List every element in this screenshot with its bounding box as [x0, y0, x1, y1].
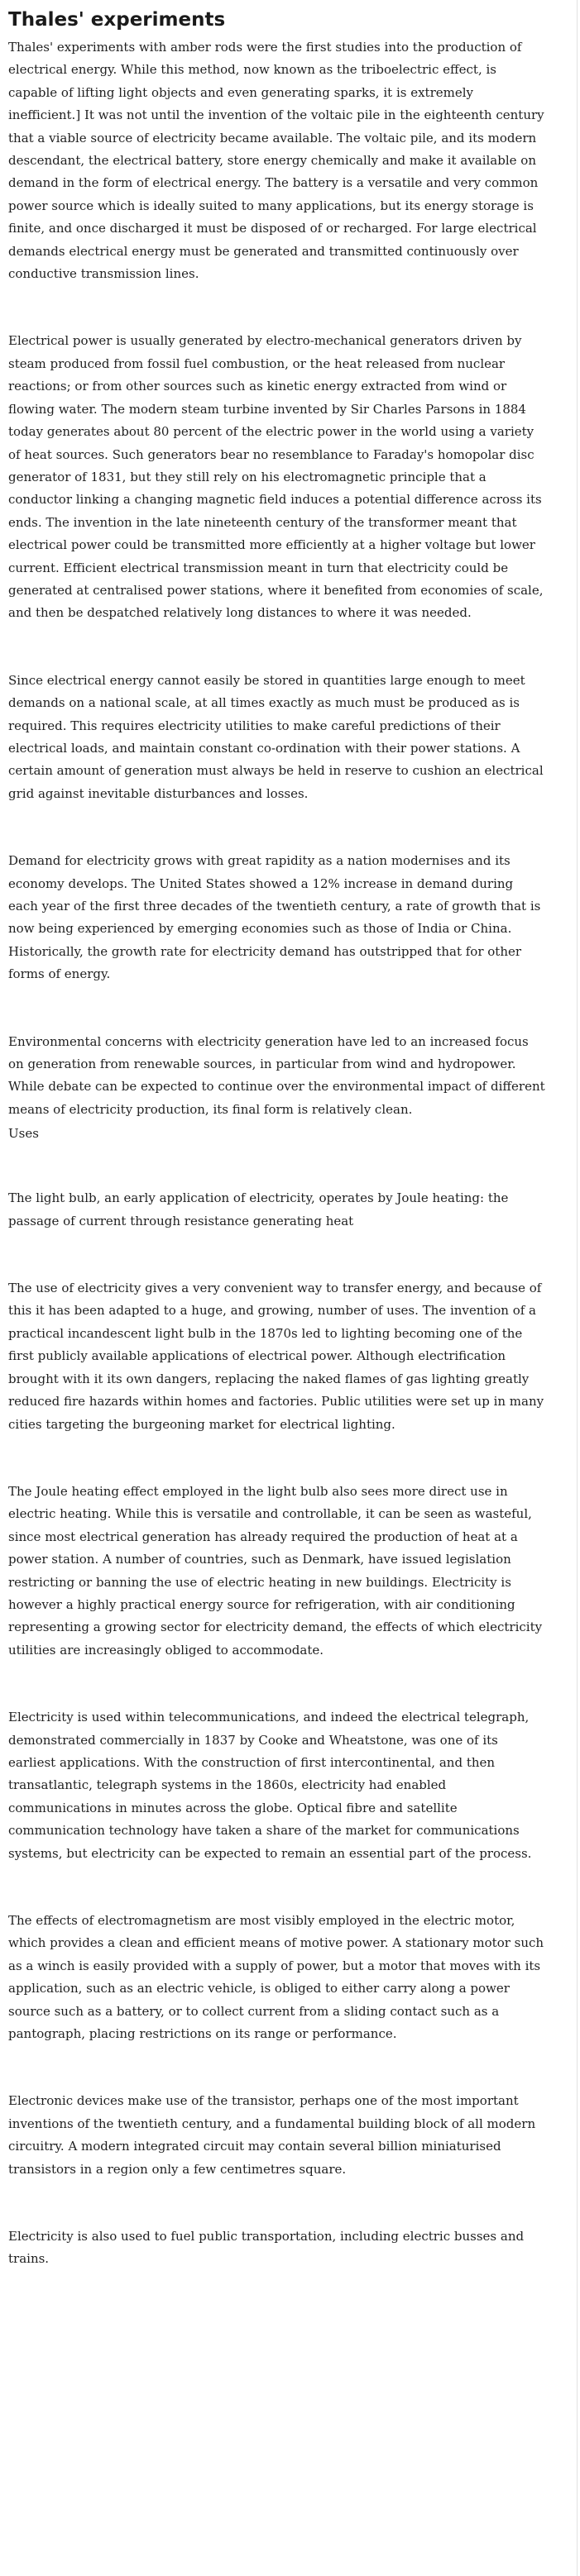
section-label: Uses [8, 1126, 39, 1142]
paragraph: Since electrical energy cannot easily be stored in quantities large enough to meet demands on a national scale, at all times exactly as much must be produced as is required. This requires electricity utilities to make careful predictions of their electrical loads, and maintain constant co-ordination with their power stations. A certain amount of generation must always be held in reserve to cushion an electrical grid against inevitable disturbances and losses. [8, 672, 544, 801]
page-title: Thales' experiments [8, 9, 226, 31]
paragraph: The Joule heating effect employed in the light bulb also sees more direct use in electric heating. While this is versatile and controllable, it can be seen as wasteful, since most electrical generation has already required the production of heat at a power station. A number of countries, such as Denmark, have issued legislation restricting or banning the use of electric heating in new buildings. Electricity is however a highly practical energy source for refrigeration, with air conditioning representing a growing sector for electricity demand, the effects of which electricity utilities are increasingly obliged to accommodate. [8, 1483, 543, 1658]
paragraph: Electricity is used within telecommunications, and indeed the electrical telegraph, demonstrated commercially in 1837 by Cooke and Wheatstone, was one of its earliest applications. With the construction of first intercontinental, and then transatlantic, telegraph systems in the 1860s, electricity had enabled communications in minutes across the globe. Optical fibre and satellite communication technology have taken a share of the market for communications systems, but electricity can be expected to remain an essential part of the process. [8, 1710, 532, 1861]
paragraph: Thales' experiments with amber rods were the first studies into the production of electrical energy. While this method, now known as the triboelectric effect, is capable of lifting light objects and even generating sparks, it is extremely inefficient.] It was not until the invention of the voltaic pile in the eighteenth century that a viable source of electricity became available. The voltaic pile, and its modern descendant, the electrical battery, store energy chemically and make it available on demand in the form of electrical energy. The battery is a versatile and very common power source which is ideally suited to many applications, but its energy storage is finite, and once discharged it must be disposed of or recharged. For large electrical demands electrical energy must be generated and transmitted continuously over conductive transmission lines. [8, 40, 544, 282]
paragraph: Electricity is also used to fuel public transportation, including electric busses and trains. [8, 2229, 525, 2267]
scrollbar-edge [577, 0, 578, 2576]
paragraph: Electrical power is usually generated by electro-mechanical generators driven by steam produced from fossil fuel combustion, or the heat released from nuclear reactions; or from other sources such as kinetic energy extracted from wind or flowing water. The modern steam turbine invented by Sir Charles Parsons in 1884 today generates about 80 percent of the electric power in the world using a variety of heat sources. Such generators bear no resemblance to Faraday's homopolar disc generator of 1831, but they still rely on his electromagnetic principle that a conductor linking a changing magnetic field induces a potential difference across its ends. The invention in the late nineteenth century of the transformer meant that electrical power could be transmitted more efficiently at a higher voltage but lower current. Efficient electrical transmission meant in turn that electricity could be generated at centralised power stations, where it benefited from economies of scale, and then be despatched relatively long distances to where it was needed. [8, 333, 544, 621]
paragraph: The use of electricity gives a very convenient way to transfer energy, and because of this it has been adapted to a huge, and growing, number of uses. The invention of a practical incandescent light bulb in the 1870s led to lighting becoming one of the first publicly available applications of electrical power. Although electrification brought with it its own dangers, replacing the naked flames of gas lighting greatly reduced fire hazards within homes and factories. Public utilities were set up in many cities targeting the burgeoning market for electrical lighting. [8, 1281, 544, 1432]
paragraph: Electronic devices make use of the transistor, perhaps one of the most important inventions of the twentieth century, and a fundamental building block of all modern circuitry. A modern integrated circuit may contain several billion miniaturised transistors in a region only a few centimetres square. [8, 2093, 536, 2177]
paragraph: The effects of electromagnetism are most visibly employed in the electric motor, which provides a clean and efficient means of motive power. A stationary motor such as a winch is easily provided with a supply of power, but a motor that moves with its application, such as an electric vehicle, is obliged to either carry along a power source such as a battery, or to collect current from a sliding contact such as a pantograph, placing restrictions on its range or performance. [8, 1913, 544, 2042]
paragraph: Environmental concerns with electricity generation have led to an increased focus on generation from renewable sources, in particular from wind and hydropower. While debate can be expected to continue over the environmental impact of different means of electricity production, its final form is relatively clean. [8, 1033, 545, 1117]
paragraph: The light bulb, an early application of electricity, operates by Joule heating: the passage of current through resistance generating heat [8, 1190, 509, 1228]
paragraph: Demand for electricity grows with great rapidity as a nation modernises and its economy develops. The United States showed a 12% increase in demand during each year of the first three decades of the twentieth century, a rate of growth that is now being experienced by emerging economies such as those of India or China. Historically, the growth rate for electricity demand has outstripped that for other forms of energy. [8, 853, 541, 982]
